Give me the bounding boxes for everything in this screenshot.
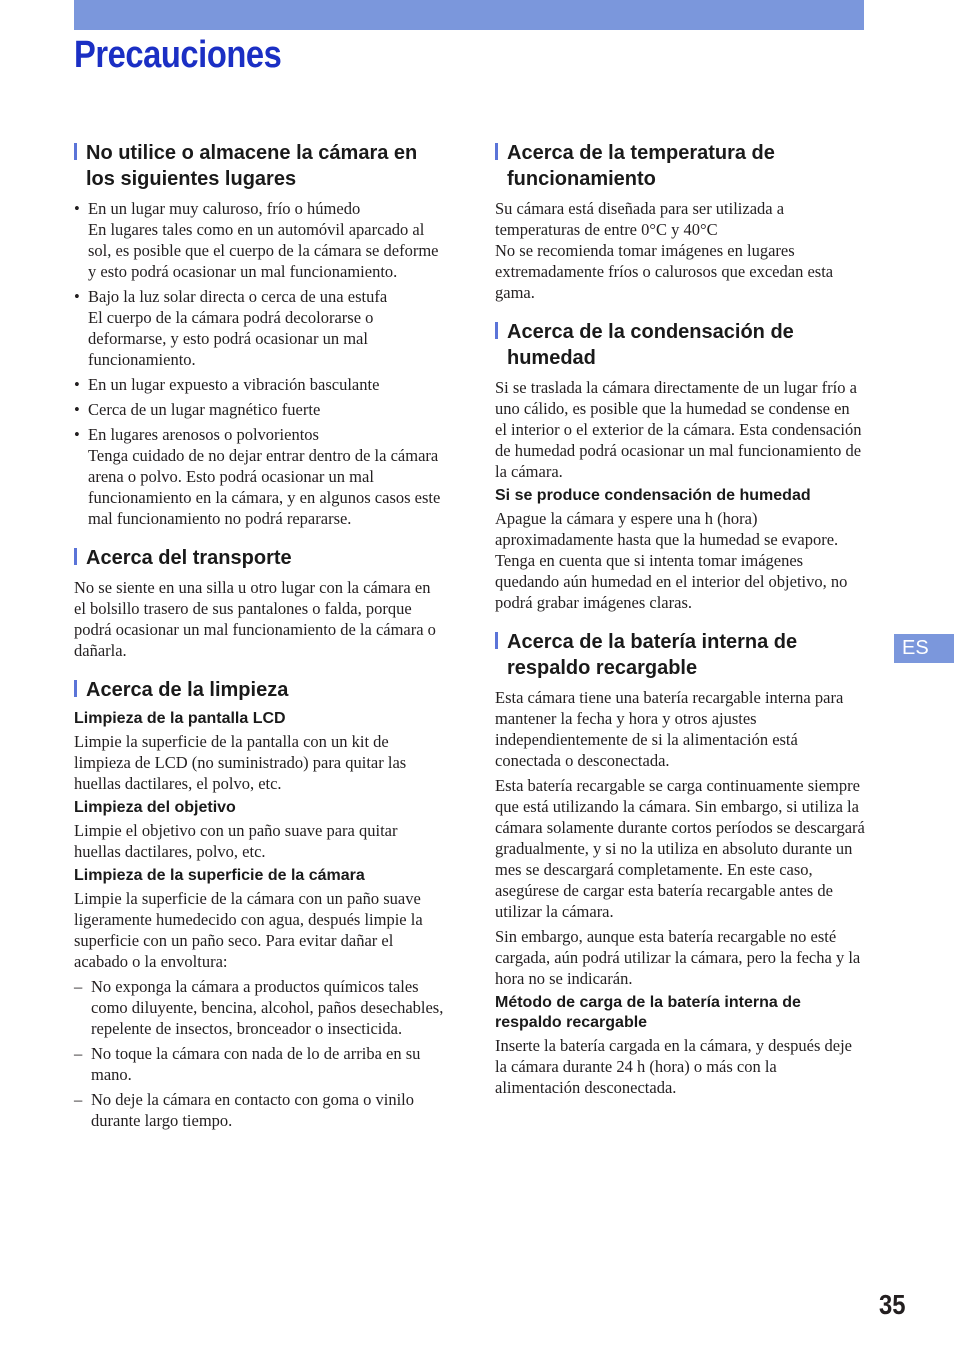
bullet-dot-icon: • xyxy=(74,400,80,419)
bullet-text: En un lugar expuesto a vibración basculante xyxy=(88,375,380,394)
heading-bar-marker xyxy=(74,143,77,160)
heading-bar-marker xyxy=(74,680,77,697)
language-tab: ES xyxy=(894,634,954,663)
right-column xyxy=(495,140,865,1114)
cleaning-dash-list xyxy=(74,976,444,1131)
dash-text: No deje la cámara en contacto con goma o vinilo durante largo tiempo. xyxy=(91,1090,414,1130)
paragraph: Limpie el objetivo con un paño suave para quitar huellas dactilares, polvo, etc. xyxy=(74,821,398,861)
bullet-item xyxy=(74,198,444,282)
bullet-dot-icon: • xyxy=(74,287,80,306)
left-column xyxy=(74,140,444,1147)
subheading: Limpieza de la pantalla LCD xyxy=(74,710,286,727)
temperature-section xyxy=(495,140,865,303)
section-heading xyxy=(74,545,444,571)
section-heading-text: Acerca de la temperatura de funcionamiento xyxy=(507,142,775,190)
bullet-text: Bajo la luz solar directa o cerca de una estufa xyxy=(88,287,388,306)
heading-bar-marker xyxy=(495,322,498,339)
dash-marker-icon: – xyxy=(74,977,83,996)
paragraph: Su cámara está diseñada para ser utilizada a temperaturas de entre 0°C y 40°C xyxy=(495,199,785,239)
bullet-text: En un lugar muy caluroso, frío o húmedo xyxy=(88,199,361,218)
transport-section xyxy=(74,545,444,661)
section-heading-text: Acerca de la batería interna de respaldo recargable xyxy=(507,631,798,679)
heading-bar-marker xyxy=(495,632,498,649)
bullet-dot-icon: • xyxy=(74,199,80,218)
section-heading xyxy=(74,140,444,192)
section-heading xyxy=(495,319,865,371)
page-title: Precauciones xyxy=(74,34,282,76)
subheading: Si se produce condensación de humedad xyxy=(495,487,811,504)
subheading: Limpieza de la superficie de la cámara xyxy=(74,867,365,884)
paragraph: Sin embargo, aunque esta batería recargable no esté cargada, aún podrá utilizar la cámara, pero la fecha y la hora no se indicarán. xyxy=(495,927,861,988)
dash-text: No exponga la cámara a productos químicos tales como diluyente, bencina, alcohol, paños desechables, repelente de insectos, bronceador o insecticida. xyxy=(91,977,444,1038)
subheading: Limpieza del objetivo xyxy=(74,799,236,816)
section-heading xyxy=(74,677,444,703)
bullet-detail: El cuerpo de la cámara podrá decolorarse o deformarse, y esto podrá ocasionar un mal funcionamiento. xyxy=(88,308,374,369)
condensation-section xyxy=(495,319,865,613)
bullet-text: En lugares arenosos o polvorientos xyxy=(88,425,319,444)
dash-item xyxy=(74,1089,444,1131)
section-heading-text: Acerca del transporte xyxy=(86,547,292,569)
bullet-detail: Tenga cuidado de no dejar entrar dentro de la cámara arena o polvo. Esto podrá ocasionar un mal funcionamiento en la cámara, y en algunos casos este mal funcionamiento no podrá repararse. xyxy=(88,446,441,528)
storage-section xyxy=(74,140,444,529)
section-heading-text: Acerca de la limpieza xyxy=(86,679,289,701)
page-number: 35 xyxy=(879,1289,906,1320)
paragraph: No se recomienda tomar imágenes en lugares extremadamente fríos o calurosos que excedan esta gama. xyxy=(495,241,834,302)
bullet-item xyxy=(74,374,444,395)
paragraph: Inserte la batería cargada en la cámara, y después deje la cámara durante 24 h (hora) o más con la alimentación desconectada. xyxy=(495,1036,852,1097)
paragraph: Apague la cámara y espere una h (hora) aproximadamente hasta que la humedad se evapore. Tenga en cuenta que si intenta tomar imágenes quedando aún humedad en el interior del objetivo, no podrá grabar imágenes claras. xyxy=(495,509,848,612)
bullet-item xyxy=(74,286,444,370)
bullet-dot-icon: • xyxy=(74,375,80,394)
bullet-dot-icon: • xyxy=(74,425,80,444)
dash-item xyxy=(74,976,444,1039)
bullet-item xyxy=(74,424,444,529)
paragraph: Si se traslada la cámara directamente de un lugar frío a uno cálido, es posible que la humedad se condense en el interior o el exterior de la cámara. Esta condensación de humedad podrá ocasionar un mal funcionamiento de la cámara. xyxy=(495,378,862,481)
section-heading xyxy=(495,140,865,192)
paragraph: No se siente en una silla u otro lugar con la cámara en el bolsillo trasero de sus pantalones o falda, porque podrá ocasionar un mal funcionamiento de la cámara o dañarla. xyxy=(74,578,436,660)
dash-text: No toque la cámara con nada de lo de arriba en su mano. xyxy=(91,1044,421,1084)
section-heading xyxy=(495,629,865,681)
paragraph: Limpie la superficie de la cámara con un paño suave ligeramente humedecido con agua, después limpie la superficie con un paño seco. Para evitar dañar el acabado o la envoltura: xyxy=(74,889,423,971)
dash-marker-icon: – xyxy=(74,1044,83,1063)
dash-marker-icon: – xyxy=(74,1090,83,1109)
paragraph: Limpie la superficie de la pantalla con un kit de limpieza de LCD (no suministrado) para quitar las huellas dactilares, el polvo, etc. xyxy=(74,732,407,793)
dash-item xyxy=(74,1043,444,1085)
bullet-detail: En lugares tales como en un automóvil aparcado al sol, es posible que el cuerpo de la cámara se deforme y esto podrá ocasionar un mal funcionamiento. xyxy=(88,220,439,281)
cleaning-section xyxy=(74,677,444,1131)
heading-bar-marker xyxy=(74,548,77,565)
heading-bar-marker xyxy=(495,143,498,160)
header-color-bar xyxy=(74,0,864,30)
bullet-item xyxy=(74,399,444,420)
section-heading-text: No utilice o almacene la cámara en los siguientes lugares xyxy=(86,142,418,190)
paragraph: Esta batería recargable se carga continuamente siempre que está utilizando la cámara. Sin embargo, si utiliza la cámara solamente durante cortos períodos se descargará gradualmente, y si no la utiliza en absoluto durante un mes se descargará completamente. En este caso, asegúrese de cargar esta batería recargable antes de utilizar la cámara. xyxy=(495,776,865,921)
paragraph: Esta cámara tiene una batería recargable interna para mantener la fecha y hora y otros ajustes independientemente de si la alimentación está conectada o desconectada. xyxy=(495,688,844,770)
section-heading-text: Acerca de la condensación de humedad xyxy=(507,321,794,369)
bullet-text: Cerca de un lugar magnético fuerte xyxy=(88,400,321,419)
subheading: Método de carga de la batería interna de respaldo recargable xyxy=(495,994,801,1031)
battery-section xyxy=(495,629,865,1098)
storage-bullet-list xyxy=(74,198,444,529)
